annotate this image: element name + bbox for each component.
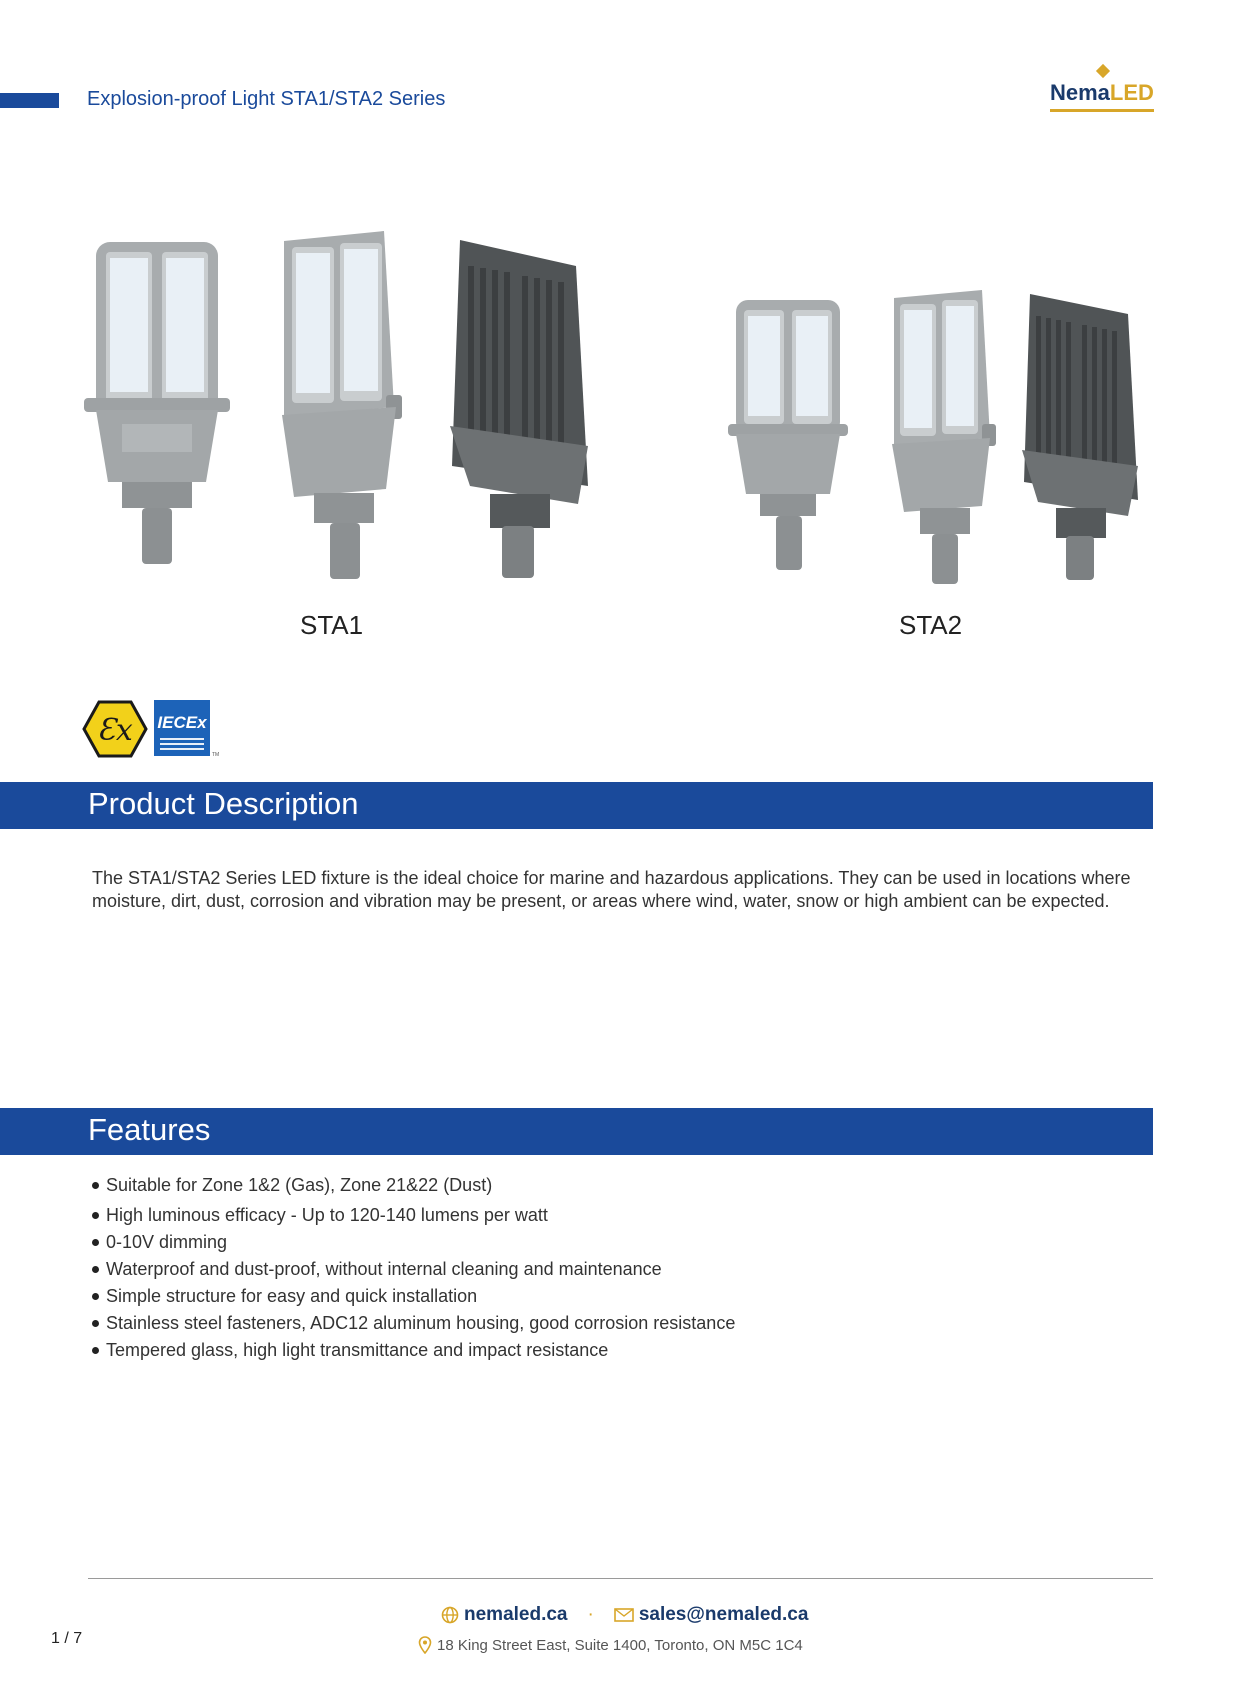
svg-text:IECEx: IECEx: [157, 713, 207, 732]
document-title: Explosion-proof Light STA1/STA2 Series: [87, 88, 446, 110]
bullet-icon: [92, 1293, 99, 1300]
location-pin-icon: [418, 1636, 432, 1654]
list-item: High luminous efficacy - Up to 120-140 lumens per watt: [92, 1204, 735, 1231]
list-item: Tempered glass, high light transmittance and impact resistance: [92, 1339, 735, 1366]
list-item: Waterproof and dust-proof, without internal cleaning and maintenance: [92, 1258, 735, 1285]
features-header: [0, 1108, 1153, 1155]
logo-underline: [1050, 109, 1154, 112]
sta2-front-image: [726, 296, 850, 574]
sta2-angled-image: [886, 286, 1000, 586]
sta1-angled-image: [274, 227, 409, 582]
mail-icon: [614, 1608, 634, 1622]
bullet-icon: [92, 1212, 99, 1219]
header-accent-bar: [0, 93, 59, 108]
bullet-icon: [92, 1266, 99, 1273]
svg-text:TM: TM: [212, 752, 220, 758]
sta1-front-image: [82, 238, 232, 568]
footer-separator: ·: [587, 1604, 594, 1625]
globe-icon: [441, 1606, 459, 1624]
sta2-back-image: [1018, 290, 1144, 582]
bullet-icon: [92, 1182, 99, 1189]
sta2-caption: STA2: [899, 610, 963, 640]
iecex-logo: [154, 700, 222, 758]
footer-address: [418, 1636, 803, 1654]
sta1-back-image: [446, 236, 596, 581]
features-list: [92, 1174, 735, 1366]
product-description-header: [0, 782, 1153, 829]
logo-wordmark: NemaLED: [1050, 80, 1154, 105]
section-title: Product Description: [88, 786, 359, 821]
sta1-caption: STA1: [300, 610, 364, 640]
nemaled-logo: [1050, 66, 1154, 114]
list-item: Suitable for Zone 1&2 (Gas), Zone 21&22 (Dust): [92, 1174, 735, 1204]
section-title: Features: [88, 1112, 211, 1147]
svg-text:Ɛx: Ɛx: [97, 713, 133, 748]
bullet-icon: [92, 1239, 99, 1246]
product-description-text: The STA1/STA2 Series LED fixture is the ideal choice for marine and hazardous applications. They can be used in locations where moisture, dirt, dust, corrosion and vibration may be present, or areas where wind, water, snow or high ambient can be expected.: [92, 868, 1131, 911]
list-item: Simple structure for easy and quick installation: [92, 1285, 735, 1312]
atex-ex-logo: [82, 700, 148, 758]
footer-contact: [441, 1604, 808, 1626]
address-text: 18 King Street East, Suite 1400, Toronto, ON M5C 1C4: [437, 1636, 803, 1654]
logo-maple-mark: [1096, 64, 1110, 78]
bullet-icon: [92, 1347, 99, 1354]
page-number: 1 / 7: [51, 1630, 83, 1647]
list-item: 0-10V dimming: [92, 1231, 735, 1258]
footer-divider: [88, 1578, 1153, 1579]
bullet-icon: [92, 1320, 99, 1327]
email-link[interactable]: sales@nemaled.ca: [638, 1604, 809, 1625]
website-link[interactable]: nemaled.ca: [464, 1604, 568, 1625]
list-item: Stainless steel fasteners, ADC12 aluminum housing, good corrosion resistance: [92, 1312, 735, 1339]
